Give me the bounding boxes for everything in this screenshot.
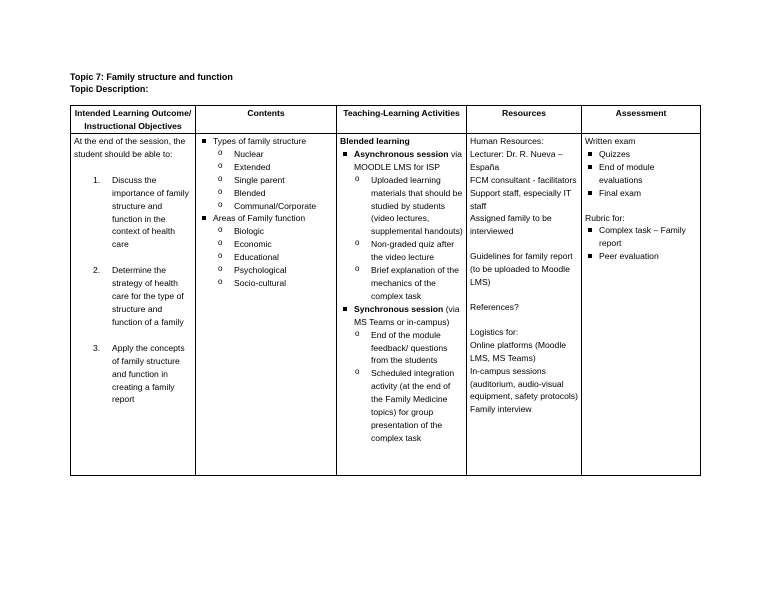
list-item: o Uploaded learning materials that should be studied by students (video lectures, supplemental handouts) (354, 174, 463, 239)
list-item: End of module evaluations (585, 161, 697, 187)
list-item: Complex task – Family report (585, 224, 697, 250)
contents-list (199, 135, 333, 290)
list-item: o End of the module feedback/ questions from the students (354, 329, 463, 368)
outcomes-cell (71, 134, 196, 476)
header-outcomes: Intended Learning Outcome/ Instructional Objectives (71, 106, 196, 134)
resources-lecturer: Lecturer: Dr. R. Nueva – España (470, 148, 563, 172)
list-item: Types of family structure o Nuclear o Extended o Single parent o Blended o Communal/Corporate (199, 135, 333, 212)
list-item: o Communal/Corporate (217, 200, 333, 213)
outcomes-list (74, 174, 192, 407)
list-item: o Single parent (217, 174, 333, 187)
async-list (354, 174, 463, 303)
resources-interview: Family interview (470, 404, 532, 415)
assessment-rubric-label: Rubric for: (585, 212, 625, 223)
resources-human: Human Resources: (470, 136, 544, 146)
course-plan-table (70, 105, 701, 476)
resources-family: Assigned family to be interviewed (470, 213, 552, 237)
resources-references: References? (470, 301, 519, 312)
list-item: Asynchronous session via MOODLE LMS for ISP o Uploaded learning materials that should be studied by students (video lectures, supplemental handouts) o Non-graded quiz after the video lecture o Brief explanation of the mechanics of the complex task (340, 148, 463, 303)
list-item: o Biologic (217, 225, 333, 238)
list-item: o Non-graded quiz after the video lecture (354, 238, 463, 264)
header-assessment: Assessment (582, 106, 701, 134)
resources-logistics: Logistics for: (470, 326, 519, 337)
activities-cell (337, 134, 467, 476)
outcomes-intro: At the end of the session, the student should be able to: (74, 136, 186, 159)
resources-incampus: In-campus sessions (auditorium, audio-visual equipment, safety protocols) (470, 365, 578, 402)
activities-list (340, 148, 463, 445)
list-item: 1. Discuss the importance of family structure and function in the context of health care (93, 174, 189, 250)
list-item: Synchronous session (via MS Teams or in-campus) o End of the module feedback/ questions from the students o Scheduled integration activity (at the end of the Family Medicine topics) for group presentation of the complex task (340, 303, 463, 445)
resources-consultant: FCM consultant - facilitators (470, 174, 577, 185)
sync-list (354, 329, 463, 445)
function-areas-list (217, 225, 333, 290)
contents-cell (196, 134, 337, 476)
list-item: o Brief explanation of the mechanics of the complex task (354, 264, 463, 303)
list-item: o Socio-cultural (217, 277, 333, 290)
header-resources: Resources (467, 106, 582, 134)
resources-support: Support staff, especially IT staff (470, 187, 571, 211)
list-item: 3. Apply the concepts of family structure and function in creating a family report (93, 342, 185, 405)
assessment-exam-label: Written exam (585, 136, 636, 146)
list-item: o Nuclear (217, 148, 333, 161)
list-item: Quizzes (585, 148, 697, 161)
assessment-cell (582, 134, 701, 476)
resources-guidelines: Guidelines for family report (to be uploaded to Moodle LMS) (470, 251, 573, 288)
topic-description-label: Topic Description: (70, 84, 149, 94)
list-item: o Economic (217, 238, 333, 251)
header-activities: Teaching-Learning Activities (337, 106, 467, 134)
list-item: o Blended (217, 187, 333, 200)
header-contents: Contents (196, 106, 337, 134)
list-item: o Psychological (217, 264, 333, 277)
list-item: o Extended (217, 161, 333, 174)
table-row (71, 134, 701, 476)
list-item: Final exam (585, 187, 697, 200)
rubric-list (585, 224, 697, 263)
structure-types-list (217, 148, 333, 213)
table-header-row (71, 106, 701, 134)
activities-title: Blended learning (340, 136, 410, 146)
resources-online: Online platforms (Moodle LMS, MS Teams) (470, 339, 567, 363)
resources-cell (467, 134, 582, 476)
list-item: Areas of Family function o Biologic o Economic o Educational o Psychological o Socio-cultural (199, 212, 333, 289)
list-item: o Educational (217, 251, 333, 264)
list-item: 2. Determine the strategy of health care for the type of structure and function of a family (93, 265, 184, 327)
topic-title: Topic 7: Family structure and function (70, 72, 233, 82)
list-item: Peer evaluation (585, 250, 697, 263)
exam-list (585, 148, 697, 200)
list-item: o Scheduled integration activity (at the end of the Family Medicine topics) for group presentation of the complex task (354, 367, 463, 444)
